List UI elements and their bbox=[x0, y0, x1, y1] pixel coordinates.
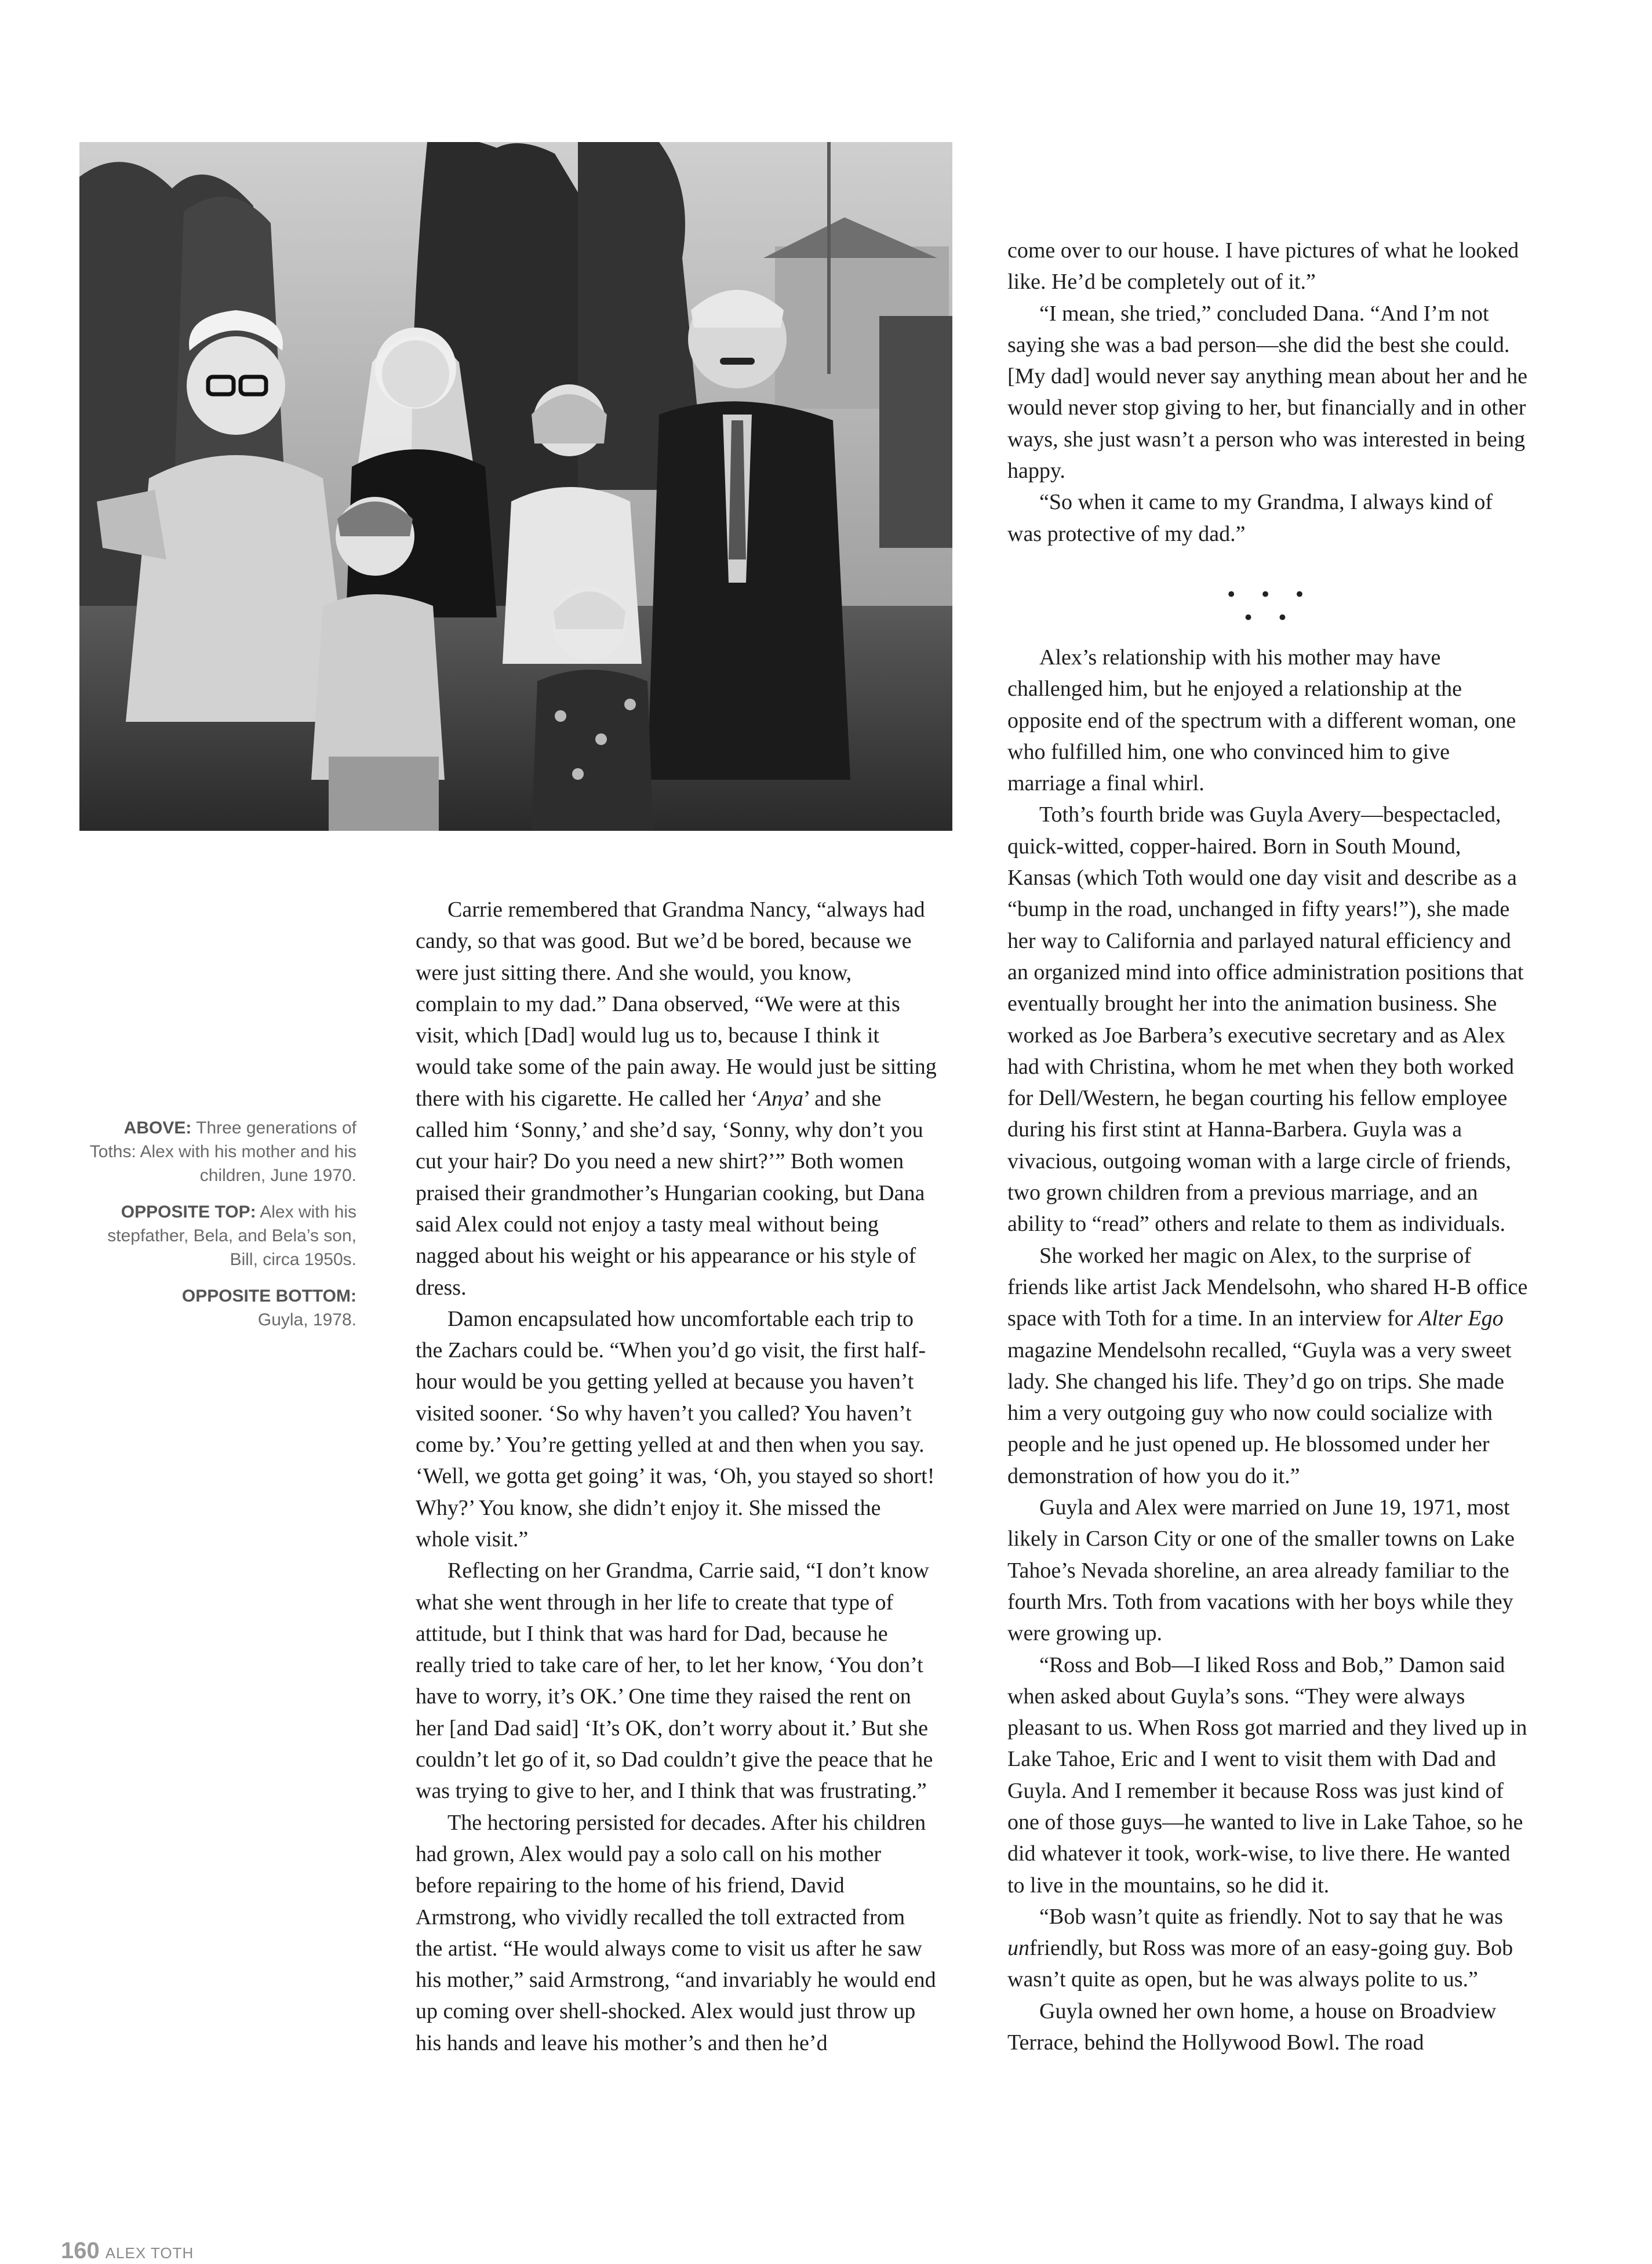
paragraph: Toth’s fourth bride was Guyla Avery—bespectacled, quick-witted, copper-haired. Born in South Mound, Kansas (which Toth would one day visit and describe as a “bump in the road, unchanged in fifty years!”), she made her way to California and parlayed natural efficiency and an organized mind into office administration positions that eventually brought her into the animation business. She worked as Joe Barbera’s executive secretary and as Alex had with Christina, whom he met when they both worked for Dell/Western, he began courting his fellow employee during his first stint at Hanna-Barbera. Guyla was a vivacious, outgoing woman with a large circle of friends, two grown children from a previous marriage, and an ability to “read” others and relate to them as individuals. bbox=[1007, 802, 1524, 1237]
paragraph: “Bob wasn’t quite as friendly. Not to say that he was unfriendly, but Ross was more of an easy-going guy. Bob wasn’t quite as open, but he was always polite to us.” bbox=[1007, 1904, 1513, 1992]
paragraph: Reflecting on her Grandma, Carrie said, “I don’t know what she went through in her life to create that type of attitude, but I think that was hard for Dad, because he really tried to take care of her, to let her know, ‘You don’t have to worry, it’s OK.’ One time they raised the rent on her [and Dad said] ‘It’s OK, don’t worry about it.’ But she couldn’t let go of it, so Dad couldn’t give the peace that he was trying to give to her, and I think that was frustrating.” bbox=[416, 1558, 933, 1804]
running-title: ALEX TOTH bbox=[105, 2244, 194, 2262]
paragraph: Carrie remembered that Grandma Nancy, “always had candy, so that was good. But we’d be bored, because we were just sitting there. And she would, you know, complain to my dad.” Dana observed, “We were at this visit, which [Dad] would lug us to, because I think it would take some of the pain away. He would just be sitting there with his cigarette. He called her ‘Anya’ and she called him ‘Sonny,’ and she’d say, ‘Sonny, why don’t you cut your hair? Do you need a new shirt?’” Both women praised their grandmother’s Hungarian cooking, but Dana said Alex could not enjoy a tasty meal without being nagged about his weight or his appearance or his style of dress. bbox=[416, 897, 937, 1300]
paragraph: “So when it came to my Grandma, I always kind of was protective of my dad.” bbox=[1007, 490, 1493, 546]
photo-captions bbox=[87, 1116, 356, 1344]
paragraph: She worked her magic on Alex, to the surprise of friends like artist Jack Mendelsohn, who shared H-B office space with Toth for a time. In an interview for Alter Ego magazine Mendelsohn recalled, “Guyla was a very sweet lady. She changed his life. They’d go on trips. She made him a very outgoing guy who now could socialize with people and he just opened up. He blossomed under her demonstration of how you do it.” bbox=[1007, 1243, 1528, 1488]
paragraph: Guyla and Alex were married on June 19, 1971, most likely in Carson City or one of the smaller towns on Lake Tahoe’s Nevada shoreline, an area already familiar to the fourth Mrs. Toth from vacations with her boys while they were growing up. bbox=[1007, 1495, 1515, 1646]
caption-opposite-bottom: OPPOSITE BOTTOM: Guyla, 1978. bbox=[181, 1287, 356, 1329]
paragraph: come over to our house. I have pictures of what he looked like. He’d be completely out of it.” bbox=[1007, 238, 1519, 295]
middle-column bbox=[416, 894, 937, 2059]
caption-opposite-top: OPPOSITE TOP: Alex with his stepfather, Bela, and Bela’s son, Bill, circa 1950s. bbox=[107, 1202, 356, 1269]
paragraph: Damon encapsulated how uncomfortable each trip to the Zachars could be. “When you’d go visit, the first half-hour would be you getting yelled at because you haven’t visited sooner. ‘So why haven’t you called? You haven’t come by.’ You’re getting yelled at and then when you say. ‘Well, we gotta get going’ it was, ‘Oh, you stayed so short! Why?’ You know, she didn’t enjoy it. She missed the whole visit.” bbox=[416, 1306, 935, 1551]
family-photo bbox=[79, 142, 952, 831]
paragraph: “Ross and Bob—I liked Ross and Bob,” Damon said when asked about Guyla’s sons. “They were always pleasant to us. When Ross got married and they lived up in Lake Tahoe, Eric and I went to visit them with Dad and Guyla. And I remember it because Ross was just kind of one of those guys—he wanted to live in Lake Tahoe, so he did whatever it took, work-wise, to live there. He wanted to live in the mountains, so he did it. bbox=[1007, 1652, 1527, 1898]
paragraph: Guyla owned her own home, a house on Broadview Terrace, behind the Hollywood Bowl. The road bbox=[1007, 1998, 1497, 2055]
paragraph: Alex’s relationship with his mother may have challenged him, but he enjoyed a relationship at the opposite end of the spectrum with a different woman, one who fulfilled him, one who convinced him to give marriage a final whirl. bbox=[1007, 645, 1516, 796]
caption-above: ABOVE: Three generations of Toths: Alex with his mother and his children, June 1970. bbox=[89, 1118, 356, 1185]
right-column-top bbox=[1007, 235, 1529, 550]
section-break: • • • • • bbox=[1225, 583, 1313, 630]
paragraph: The hectoring persisted for decades. After his children had grown, Alex would pay a solo call on his mother before repairing to the home of his friend, David Armstrong, who vividly recalled the toll extracted from the artist. “He would always come to visit us after he saw his mother,” said Armstrong, “and invariably he would end up coming over shell-shocked. Alex would just throw up his hands and leave his mother’s and then he’d bbox=[416, 1810, 936, 2055]
paragraph: “I mean, she tried,” concluded Dana. “And I’m not saying she was a bad person—she did the best she could. [My dad] would never say anything mean about her and he would never stop giving to her, but financially and in other ways, she just wasn’t a person who was interested in being happy. bbox=[1007, 301, 1527, 484]
page-number: 160 bbox=[61, 2238, 100, 2263]
right-column-bottom bbox=[1007, 642, 1529, 2058]
page-footer bbox=[61, 2238, 194, 2263]
family-photo-icon bbox=[79, 142, 952, 831]
